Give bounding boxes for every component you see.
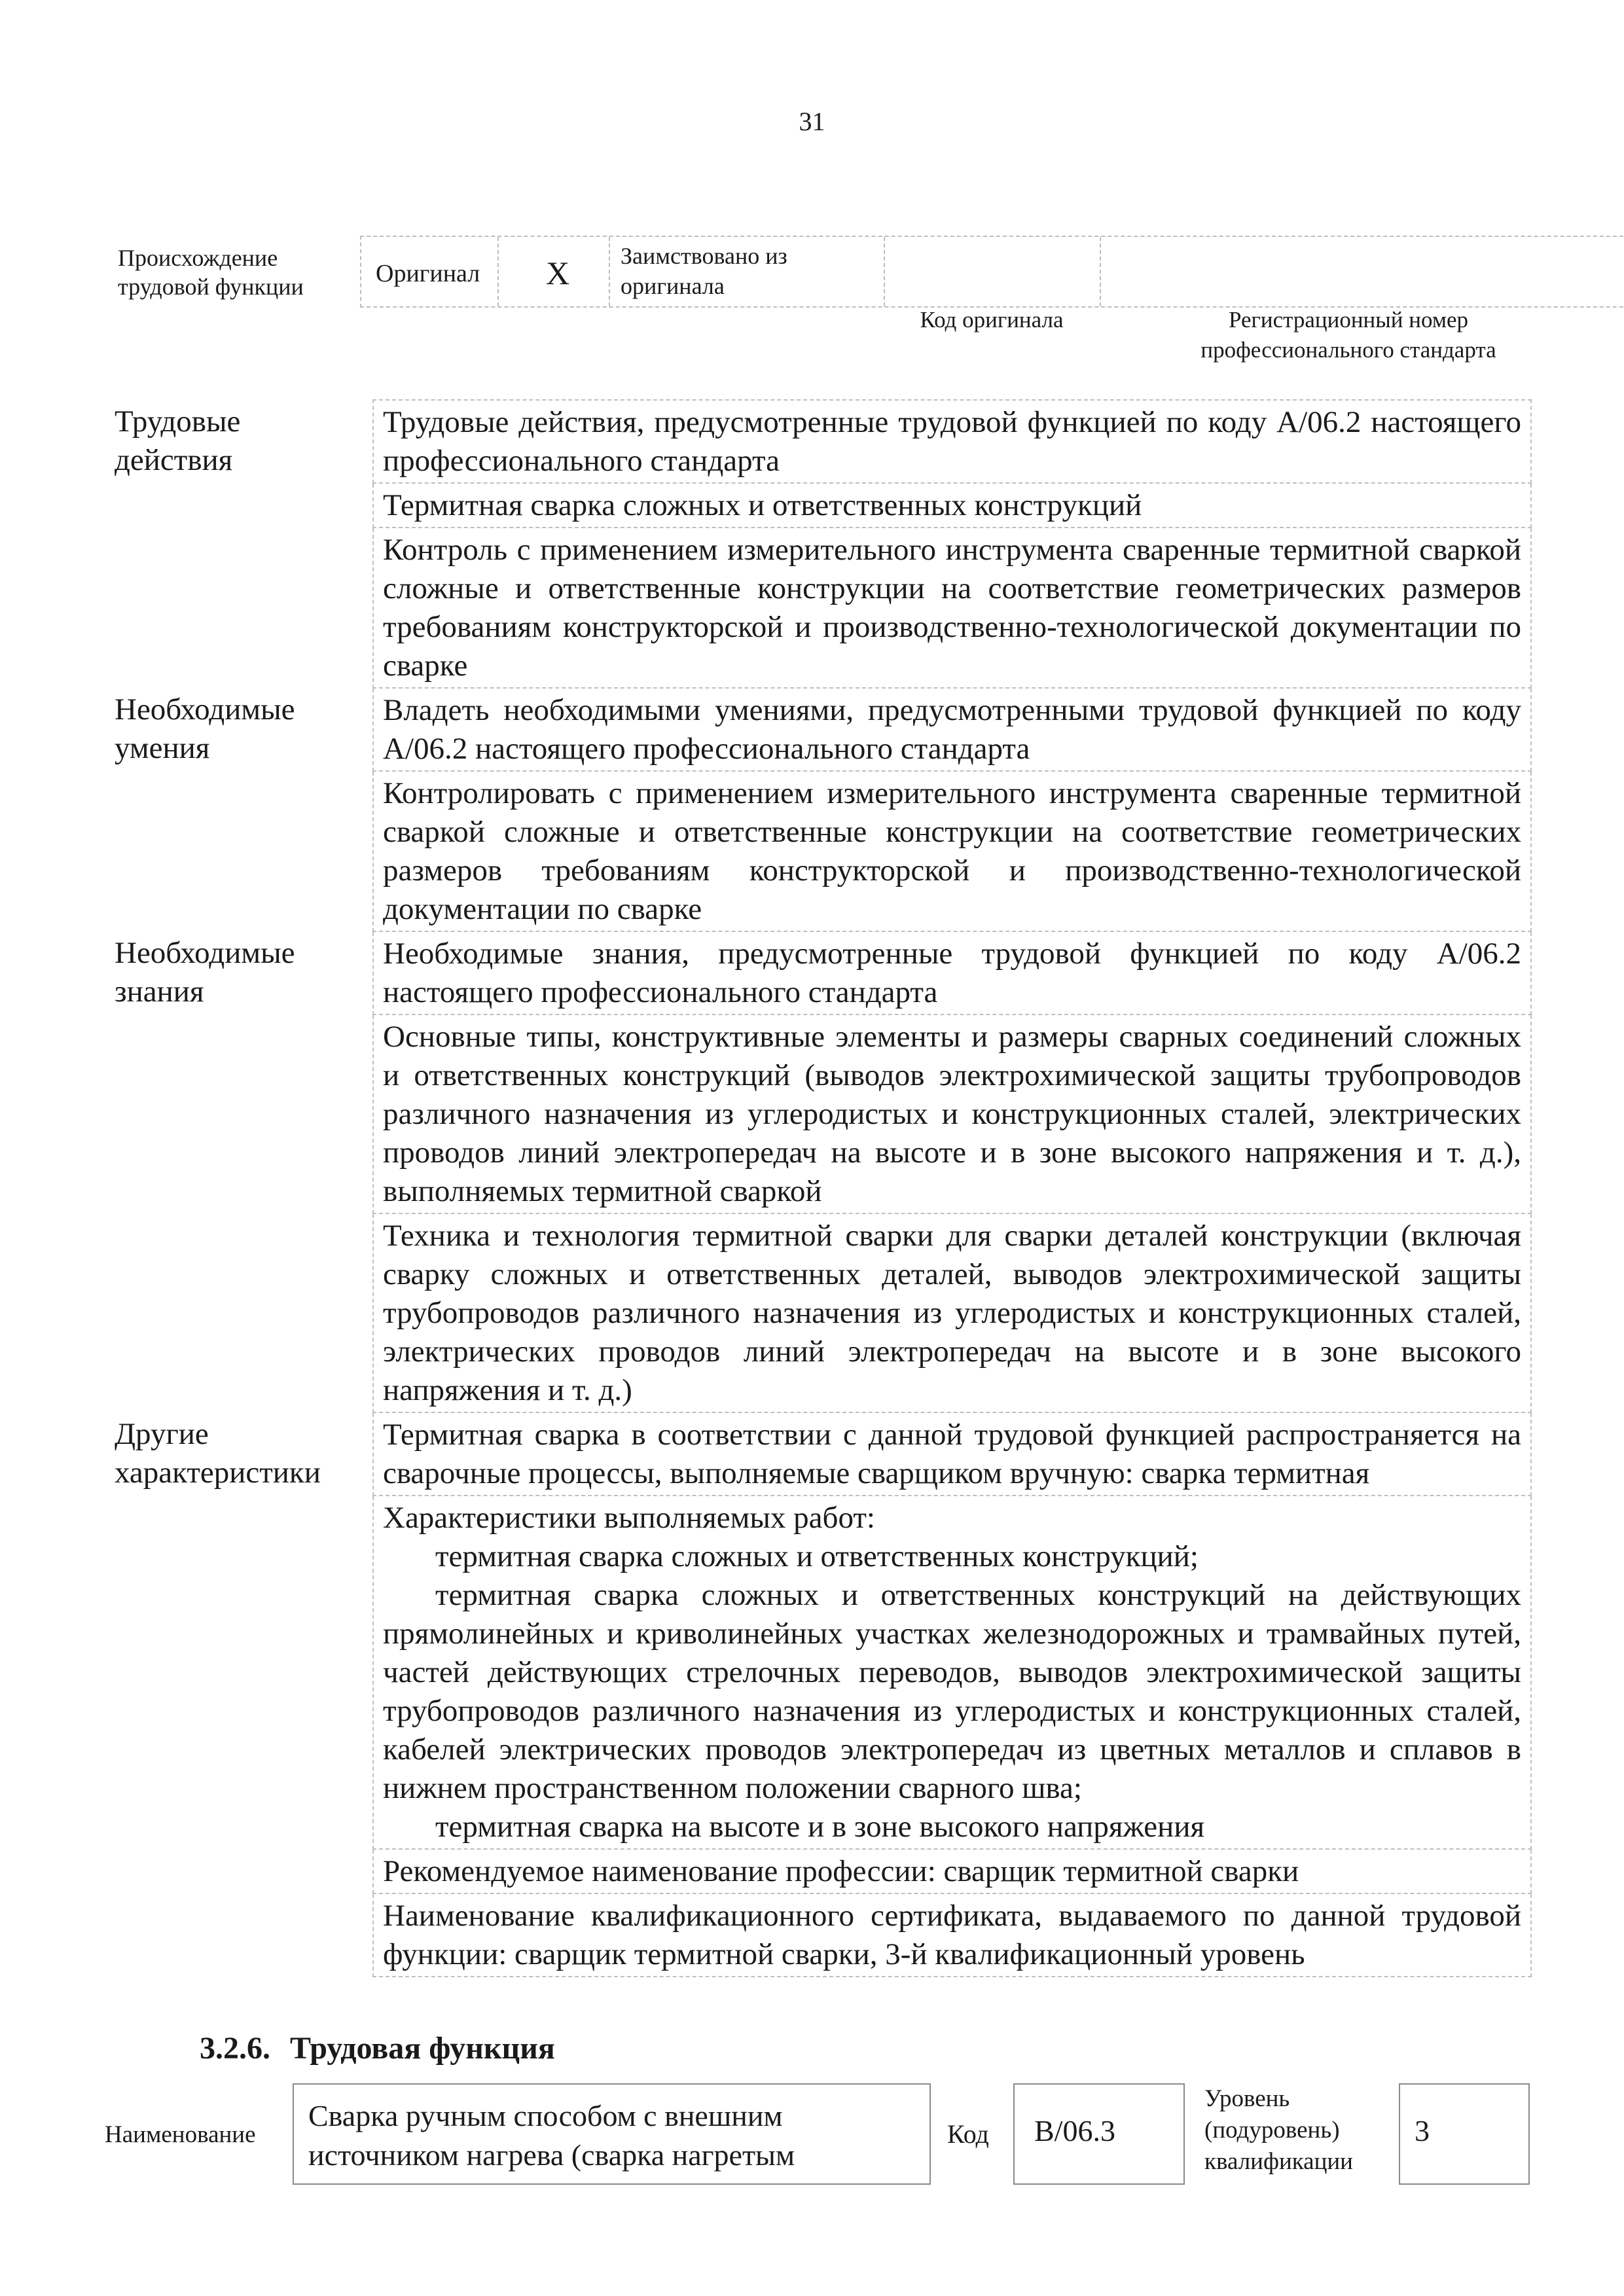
table-row (115, 400, 1531, 483)
table-cell: Владеть необходимыми умениями, предусмотренными трудовой функцией по коду А/06.2 настоящего профессионального стандарта (373, 688, 1531, 771)
row-label-knowledge: Необходимые знания (115, 936, 295, 1009)
qualification-level-box (1399, 2083, 1530, 2185)
row-label-other: Другие характеристики (115, 1417, 321, 1490)
origin-table (360, 236, 1624, 308)
row-label-actions: Трудовые действия (115, 404, 241, 477)
code-caption: Код оригинала (920, 307, 1064, 332)
function-code-box (1013, 2083, 1185, 2185)
level-label-line: квалификации (1204, 2148, 1353, 2175)
table-cell: Основные типы, конструктивные элементы и размеры сварных соединений сложных и ответственных конструкций (выводов электрохимической защиты трубопроводов различного назначения из углеродистых и конструкционных сталей, электрических проводов линий электропередач на высоте и в зоне высокого напряжения и т. д.), выполняемых термитной сваркой (373, 1014, 1531, 1213)
level-label-line: (подуровень) (1204, 2117, 1340, 2144)
function-name-box (293, 2083, 931, 2185)
row-label-skills: Необходимые умения (115, 692, 295, 765)
borrowed-cell (610, 237, 885, 306)
characteristics-item: термитная сварка сложных и ответственных конструкций; (435, 1539, 1199, 1573)
table-cell: Необходимые знания, предусмотренные трудовой функцией по коду А/06.2 настоящего профессионального стандарта (373, 931, 1531, 1014)
characteristics-item: термитная сварка сложных и ответственных конструкций на действующих прямолинейных и криволинейных участках железнодорожных и трамвайных путей, частей действующих стрелочных переводов, выводов электрохимической защиты трубопроводов различного назначения из углеродистых и конструкционных сталей, кабелей электрических проводов электропередач из цветных металлов и сплавов в нижнем пространственном положении сварного шва; (383, 1578, 1521, 1805)
original-mark: X (546, 255, 570, 291)
function-name-value: Сварка ручным способом с внешним источником нагрева (сварка нагретым (308, 2099, 795, 2172)
table-cell: Термитная сварка в соответствии с данной трудовой функцией распространяется на сварочные процессы, выполняемые сварщиком вручную: сварка термитная (373, 1412, 1531, 1496)
table-cell: Трудовые действия, предусмотренные трудовой функцией по коду А/06.2 настоящего профессионального стандарта (373, 400, 1531, 483)
section-heading (200, 2030, 555, 2066)
characteristics-item: термитная сварка на высоте и в зоне высокого напряжения (435, 1810, 1205, 1844)
registration-number-cell (1101, 237, 1624, 306)
table-row (115, 931, 1531, 1014)
characteristics-heading: Характеристики выполняемых работ: (383, 1501, 875, 1535)
origin-label: Происхождение трудовой функции (118, 245, 304, 300)
table-row (115, 688, 1531, 771)
function-code-label: Код (947, 2119, 989, 2149)
table-cell: Техника и технология термитной сварки для сварки деталей конструкции (включая сварку сложных и ответственных деталей, выводов электрохимической защиты трубопроводов различного назначения из углеродистых и конструкционных сталей, электрических проводов линий электропередач на высоте и в зоне высокого напряжения и т. д.) (373, 1213, 1531, 1412)
function-name-label: Наименование (105, 2121, 256, 2148)
characteristics-cell (373, 1496, 1531, 1849)
table-cell: Контролировать с применением измерительного инструмента сваренные термитной сваркой сложные и ответственные конструкции на соответствие геометрических размеров требованиям конструкторской и производственно-технологической документации по сварке (373, 771, 1531, 931)
registration-caption: Регистрационный номер профессионального стандарта (1200, 307, 1496, 363)
function-code-value: B/06.3 (1034, 2114, 1115, 2147)
original-code-cell (885, 237, 1101, 306)
borrowed-label: Заимствовано из оригинала (621, 243, 787, 299)
original-mark-cell (499, 237, 610, 306)
original-cell (361, 237, 499, 306)
qualification-level-value: 3 (1415, 2114, 1430, 2147)
page-number: 31 (799, 107, 825, 136)
qualification-level-label (1204, 2083, 1353, 2178)
level-label-line: Уровень (1204, 2085, 1290, 2112)
table-row (115, 1412, 1531, 1496)
section-number: 3.2.6. (200, 2031, 270, 2066)
table-cell: Контроль с применением измерительного инструмента сваренные термитной сваркой сложные и ответственные конструкции на соответствие геометрических размеров требованиям конструкторской и производственно-технологической документации по сварке (373, 528, 1531, 688)
section-title: Трудовая функция (290, 2031, 555, 2066)
labor-function-table (115, 399, 1532, 1977)
table-cell: Наименование квалификационного сертификата, выдаваемого по данной трудовой функции: сварщик термитной сварки, 3-й квалификационный уровень (373, 1893, 1531, 1977)
table-cell: Рекомендуемое наименование профессии: сварщик термитной сварки (373, 1849, 1531, 1893)
original-label: Оригинал (376, 260, 480, 287)
table-cell: Термитная сварка сложных и ответственных конструкций (373, 483, 1531, 528)
